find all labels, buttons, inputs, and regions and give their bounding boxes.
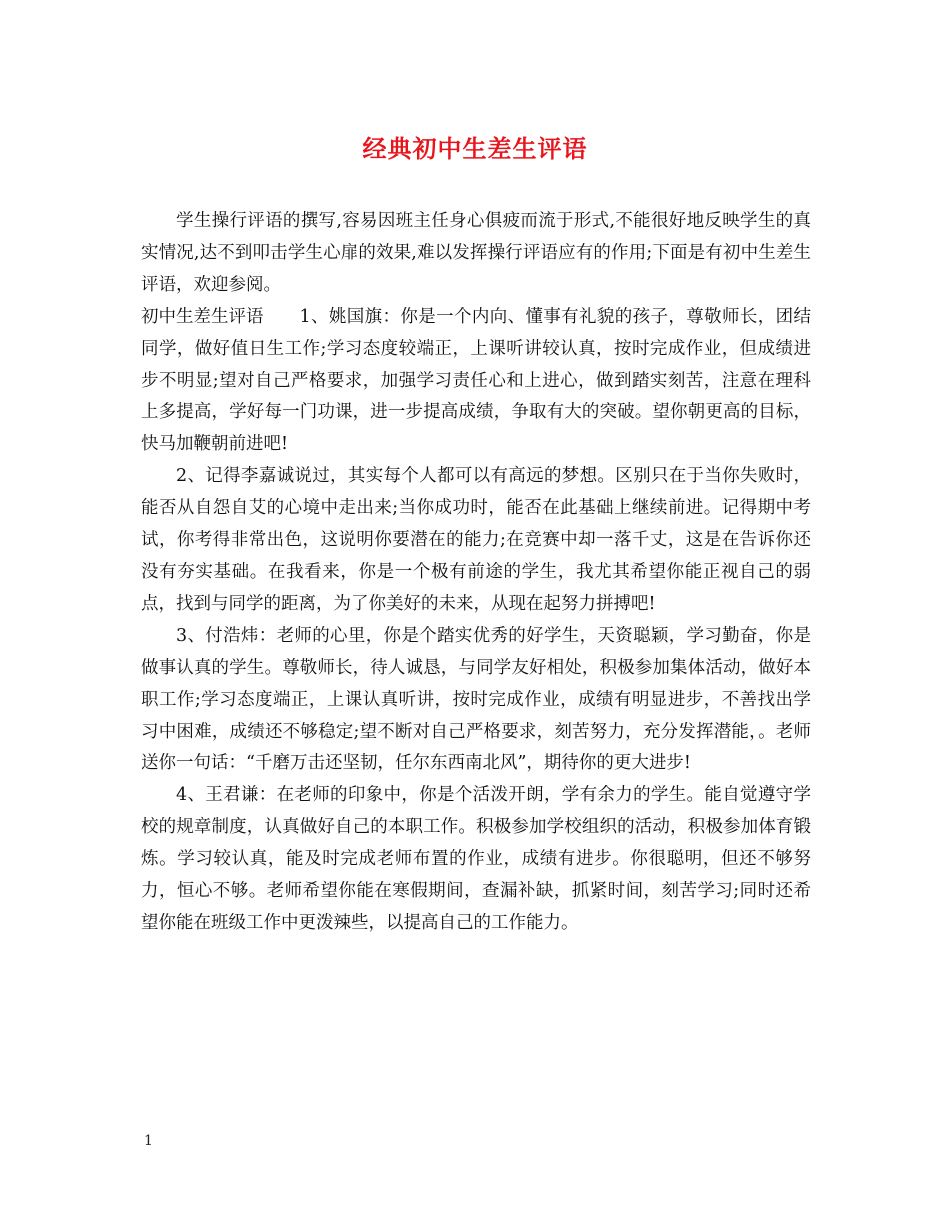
comment-paragraph-3: 3、付浩炜：老师的心里，你是个踏实优秀的好学生，天资聪颖，学习勤奋，你是做事认真的学生。尊敬师长，待人诚恳，与同学友好相处，积极参加集体活动，做好本职工作;学习态度端正，上课认真听讲，按时完成作业，成绩有明显进步，不善找出学习中困难，成绩还不够稳定;望不断对自己严格要求，刻苦努力，充分发挥潜能，。老师送你一句话：“千磨万击还坚韧，任尔东西南北风”，期待你的更大进步! [141, 625, 811, 774]
comment-text-1: 1、姚国旗：你是一个内向、懂事有礼貌的孩子，尊敬师长，团结同学，做好值日生工作;学习态度较端正，上课听讲较认真，按时完成作业，但成绩进步不明显;望对自己严格要求，加强学习责任心和上进心，做到踏实刻苦，注意在理科上多提高，学好每一门功课，进一步提高成绩，争取有大的突破。望你朝更高的目标，快马加鞭朝前进吧! [141, 306, 811, 455]
document-title: 经典初中生差生评语 [362, 134, 588, 163]
intro-paragraph: 学生操行评语的撰写,容易因班主任身心俱疲而流于形式,不能很好地反映学生的真实情况,达不到叩击学生心扉的效果,难以发挥操行评语应有的作用;下面是有初中生差生评语，欢迎参阅。 [141, 211, 811, 295]
comment-paragraph-2: 2、记得李嘉诚说过，其实每个人都可以有高远的梦想。区别只在于当你失败时，能否从自怨自艾的心境中走出来;当你成功时，能否在此基础上继续前进。记得期中考试，你考得非常出色，这说明你要潜在的能力;在竞赛中却一落千丈，这是在告诉你还没有夯实基础。在我看来，你是一个极有前途的学生，我尤其希望你能正视自己的弱点，找到与同学的距离，为了你美好的未来，从现在起努力拼搏吧! [141, 466, 811, 614]
document-body [141, 206, 811, 940]
page-number: 1 [144, 1133, 153, 1149]
section-label: 初中生差生评语 [141, 306, 264, 327]
comment-paragraph-4: 4、王君谦：在老师的印象中，你是个活泼开朗，学有余力的学生。能自觉遵守学校的规章制度，认真做好自己的本职工作。积极参加学校组织的活动，积极参加体育锻炼。学习较认真，能及时完成老师布置的作业，成绩有进步。你很聪明，但还不够努力，恒心不够。老师希望你能在寒假期间，查漏补缺，抓紧时间，刻苦学习;同时还希望你能在班级工作中更泼辣些，以提高自己的工作能力。 [141, 785, 811, 933]
comment-paragraph-1 [141, 302, 811, 462]
